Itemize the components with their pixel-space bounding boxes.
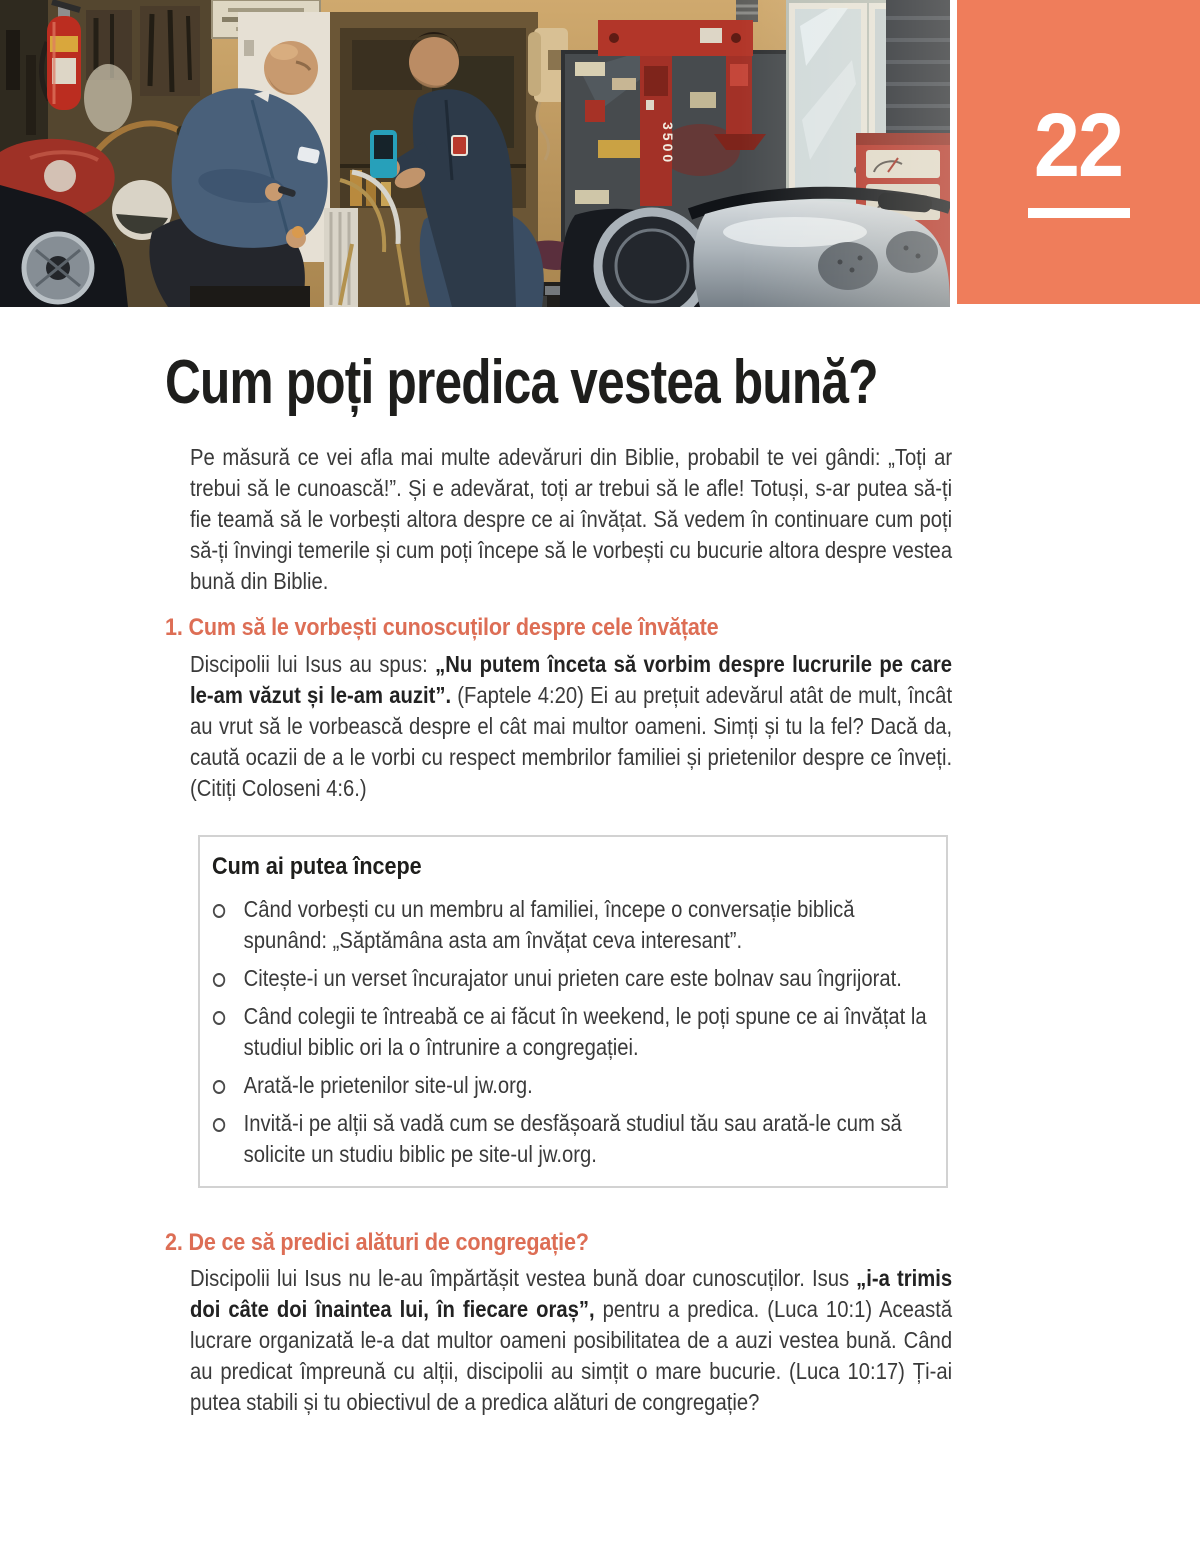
tips-box-heading: Cum ai putea începe: [212, 853, 422, 880]
section-2-heading: 2. De ce să predici alături de congregație?: [165, 1229, 589, 1256]
headlight: [598, 212, 706, 307]
lesson-number-underline: [1028, 208, 1130, 218]
tips-list: [212, 894, 934, 1170]
door-latch: [244, 40, 254, 56]
lesson-content: [0, 348, 1200, 1418]
logo-patch: [452, 136, 467, 155]
plastic-bag: [84, 64, 132, 132]
section-1-paragraph: Discipolii lui Isus au spus: „Nu putem înceta să vorbim despre lucrurile pe care le-am văzut și le-am auzit”. (Faptele 4:20) Ei au prețuit adevărul atât de mult, încât au vrut să le vorbească despre el cât mai multor oameni. Simți și tu la fel? Dacă da, caută ocazii de a le vorbi cu respect membrilor familiei și prietenilor despre ce înveți. (Citiți Coloseni 4:6.): [190, 651, 953, 801]
tip-item: Când vorbești cu un membru al familiei, începe o conversație biblică spunând: „Săptămâna asta am învățat ceva interesant”.: [212, 894, 934, 956]
tip-item: Invită-i pe alții să vadă cum se desfășoară studiul tău sau arată-le cum să solicite un studiu biblic pe site-ul jw.org.: [212, 1108, 934, 1170]
section-2-paragraph: Discipolii lui Isus nu le-au împărtășit vestea bună doar cunoscuților. Isus „i-a trimis doi câte doi înaintea lui, în fiecare oraș”, pentru a predica. (Luca 10:1) Această lucrare organizată le-a dat multor oameni posibilitatea de a auzi vestea bună. Când au predicat împreună cu alții, discipolii au simțit o mare bucurie. (Luca 10:17) Ți-ai putea stabili și tu obiectivul de a predica alături de congregație?: [190, 1265, 953, 1415]
page-title: Cum poți predica vestea bună?: [165, 348, 878, 417]
red-sticker: [585, 100, 605, 122]
warning-label: [700, 28, 722, 43]
section-1-heading: 1. Cum să le vorbești cunoscuților despre cele învățate: [165, 614, 719, 641]
tip-item: Arată-le prietenilor site-ul jw.org.: [212, 1070, 934, 1101]
lesson-number-badge: [957, 0, 1200, 304]
smartphone-screen: [374, 135, 393, 159]
sunlight: [740, 0, 950, 307]
tip-item: Când colegii te întreabă ce ai făcut în weekend, le poți spune ce ai învățat la studiul biblic ori la o întrunire a congregației.: [212, 1001, 934, 1063]
smartphone: [370, 130, 397, 178]
intro-paragraph: Pe măsură ce vei afla mai multe adevăruri din Biblie, probabil te vei gândi: „Toți ar trebui să le cunoască!”. Și e adevărat, toți ar trebui să le afle! Totuși, s-ar putea să-ți fie teamă să le vorbești altora despre ce ai învățat. Să vedem în continuare cum poți să-ți învingi temerile și cum poți începe să le vorbești cu bucurie altora despre vestea bună din Biblie.: [190, 444, 953, 594]
garage-scene-illustration: [0, 0, 950, 307]
hero: [0, 0, 1200, 307]
snack: [292, 226, 304, 238]
yellow-sticker: [598, 140, 642, 158]
lesson-photo: [0, 0, 950, 307]
lesson-number: 22: [1034, 95, 1123, 196]
tip-item: Citește-i un verset încurajator unui prieten care este bolnav sau îngrijorat.: [212, 963, 934, 994]
tire-changer-label: 3500: [660, 122, 676, 166]
tips-box: [198, 835, 948, 1188]
